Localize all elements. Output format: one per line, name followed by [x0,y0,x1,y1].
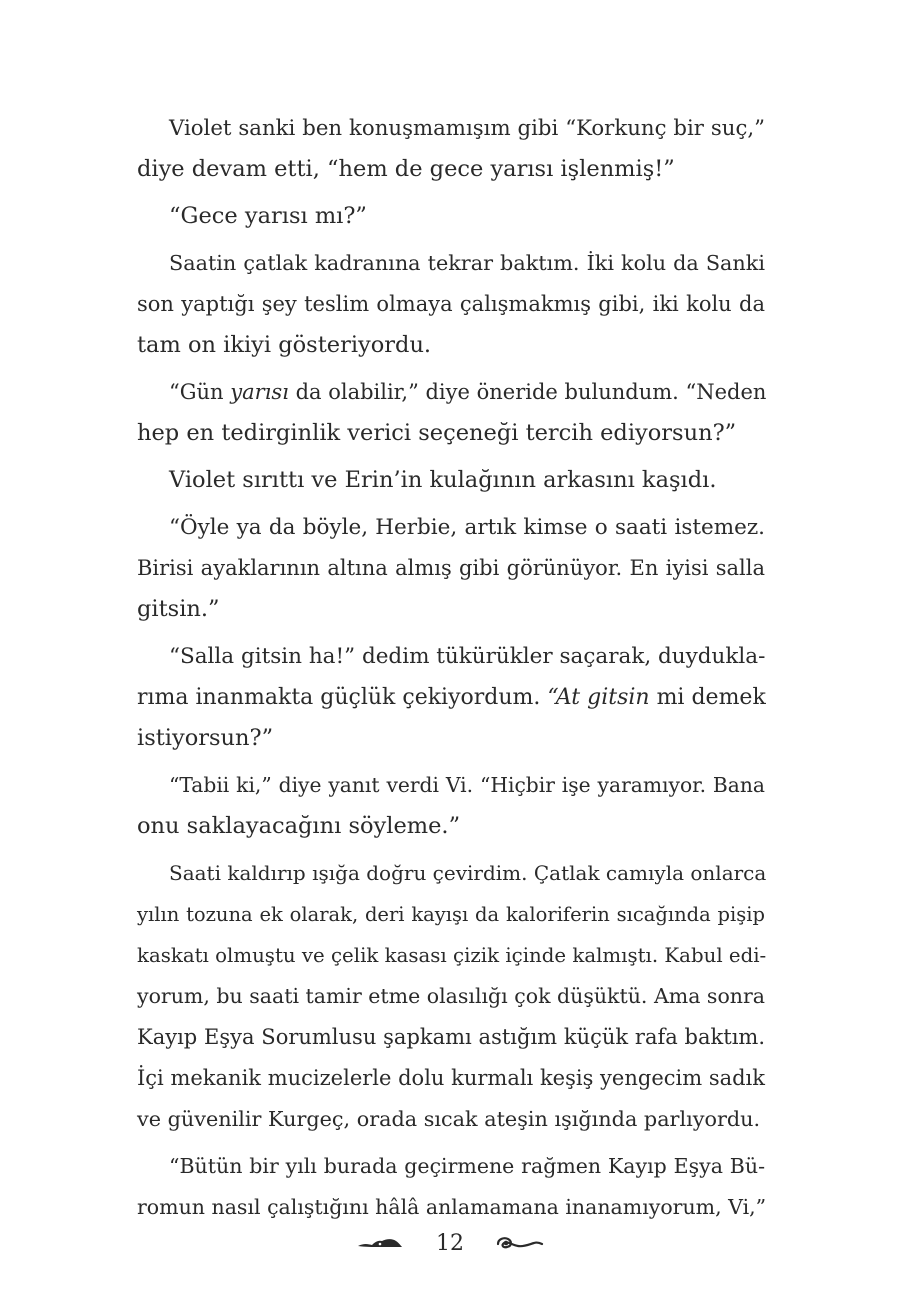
text-line [137,325,765,366]
text-segment: Birisi ayaklarının altına almış gibi görünüyor. En iyisi salla [137,556,765,580]
text-segment: tam on ikiyi gösteriyordu. [137,332,432,358]
text-segment: Saati kaldırıp ışığa doğru çevirdim. Çatlak camıyla onlarca [169,861,767,885]
text-line [137,243,765,284]
paragraph [137,1146,765,1228]
text-segment: romun nasıl çalıştığını hâlâ anlamamana inanamıyorum, Vi,” [137,1195,767,1219]
paragraph [137,765,765,847]
text-segment: “Salla gitsin ha!” dedim tükürükler saçarak, duydukla- [169,644,766,669]
text-line [137,718,765,759]
text-segment: kaskatı olmuştu ve çelik kasası çizik içinde kalmıştı. Kabul edi- [137,944,767,967]
text-segment: Violet sırıttı ve Erin’in kulağının arkasını kaşıdı. [169,467,717,493]
text-segment: mi demek [649,685,766,710]
text-segment: diye devam etti, “hem de gece yarısı işlenmiş!” [137,156,675,182]
text-line [137,677,765,718]
text-line [137,548,765,589]
text-line [137,1017,765,1058]
right-flourish-icon [496,1235,544,1251]
text-segment: “Öyle ya da böyle, Herbie, artık kimse o saati istemez. [169,515,765,540]
page-number: 12 [436,1230,464,1256]
text-line [137,1099,765,1140]
text-line [137,853,765,894]
paragraph [137,507,765,630]
text-line [137,1146,765,1187]
text-line [137,413,765,454]
text-line [137,894,765,935]
page-footer [0,1226,900,1260]
text-line [137,1058,765,1099]
text-line [137,460,765,501]
paragraph [137,243,765,366]
page-body [137,108,765,1228]
text-segment: gitsin.” [137,596,220,622]
text-line [137,196,765,237]
paragraph [137,372,765,454]
text-line [137,372,765,413]
text-line [137,284,765,325]
text-segment: Kayıp Eşya Sorumlusu şapkamı astığım küçük rafa baktım. [137,1025,765,1049]
text-segment: Saatin çatlak kadranına tekrar baktım. İki kolu da Sanki [169,251,765,275]
text-line [137,976,765,1017]
text-segment: da olabilir,” diye öneride bulundum. “Neden [288,380,767,404]
text-segment: rıma inanmakta güçlük çekiyordum. [137,685,548,710]
paragraph [137,196,765,237]
text-segment: “Gün [169,380,231,404]
left-flourish-icon [356,1235,404,1251]
text-segment: onu saklayacağını söyleme.” [137,813,461,839]
text-line [137,935,765,976]
text-line [137,589,765,630]
text-segment: yılın tozuna ek olarak, deri kayışı da kaloriferin sıcağında pişip [137,903,765,926]
paragraph [137,636,765,759]
text-segment: “Gece yarısı mı?” [169,203,367,229]
text-segment: son yaptığı şey teslim olmaya çalışmakmış gibi, iki kolu da [137,292,765,316]
italic-text: yarısı [230,380,289,404]
paragraph [137,853,765,1140]
text-line [137,108,765,149]
paragraph [137,108,765,190]
text-line [137,149,765,190]
text-segment: Violet sanki ben konuşmamışım gibi “Korkunç bir suç,” [169,116,765,141]
text-line [137,1187,765,1228]
italic-text: “At gitsin [547,685,650,710]
text-segment: “Tabii ki,” diye yanıt verdi Vi. “Hiçbir işe yaramıyor. Bana [169,773,765,797]
paragraph [137,460,765,501]
text-segment: istiyorsun?” [137,725,274,751]
text-line [137,806,765,847]
text-line [137,765,765,806]
text-line [137,636,765,677]
text-segment: İçi mekanik mucizelerle dolu kurmalı keşiş yengecim sadık [137,1066,765,1090]
text-segment: hep en tedirginlik verici seçeneği tercih ediyorsun?” [137,420,737,446]
text-segment: “Bütün bir yılı burada geçirmene rağmen Kayıp Eşya Bü- [169,1154,765,1178]
text-segment: yorum, bu saati tamir etme olasılığı çok düşüktü. Ama sonra [137,984,766,1008]
text-line [137,507,765,548]
text-segment: ve güvenilir Kurgeç, orada sıcak ateşin ışığında parlıyordu. [137,1107,761,1131]
